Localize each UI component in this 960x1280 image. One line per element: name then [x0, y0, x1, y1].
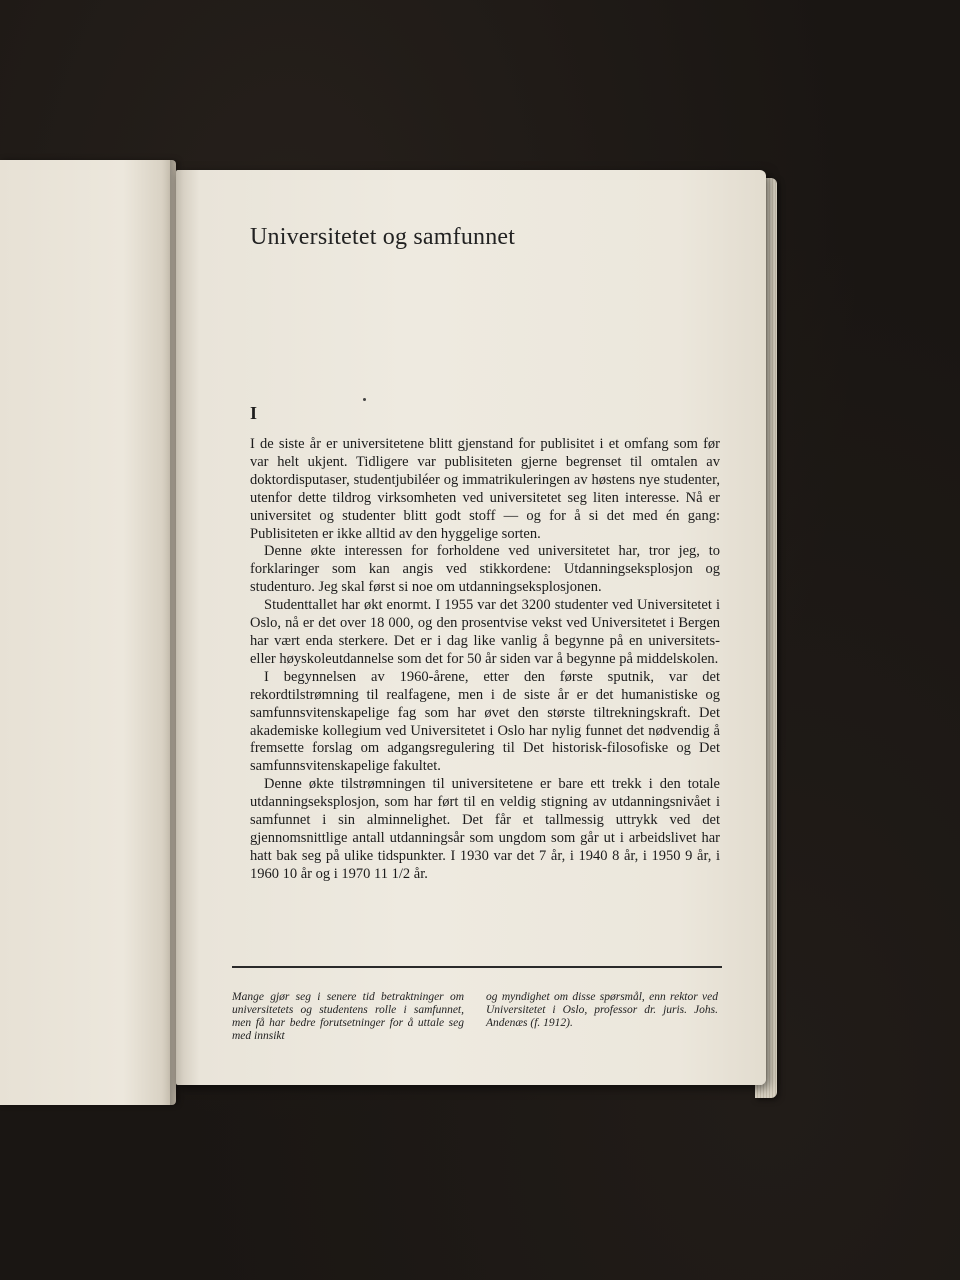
paragraph: I begynnelsen av 1960-årene, etter den første sputnik, var det rekordtilstrømning til realfagene, men i de siste år er det humanistiske og samfunnsvitenskapelige fag som har øvet den største tiltrekningskraft. Det akademiske kollegium ved Universitetet i Oslo har nylig funnet det nødvendig å fremsette forslag om adgangsregulering til Det historisk-filosofiske og Det samfunnsvitenskapelige fakultet.: [250, 668, 720, 775]
footnote-column-right: og myndighet om disse spørsmål, enn rektor ved Universitetet i Oslo, professor dr. juris. Johs. Andenæs (f. 1912).: [486, 991, 718, 1029]
body-text: [250, 436, 720, 884]
chapter-title: Universitetet og samfunnet: [250, 224, 516, 250]
paragraph: Studenttallet har økt enormt. I 1955 var det 3200 studenter ved Universitetet i Oslo, nå er det over 18 000, og den prosentvise vekst ved Universitetet i Bergen har vært enda sterkere. Det er i dag like vanlig å begynne på en universitets- eller høyskoleutdannelse som det for 50 år siden var å begynne på middelskolen.: [250, 597, 720, 667]
book-gutter-shadow: [170, 160, 184, 1105]
footnote-divider: [232, 966, 722, 968]
paper-speck: [363, 398, 366, 401]
paragraph: I de siste år er universitetene blitt gjenstand for publisitet i et omfang som før var helt ukjent. Tidligere var publisiteten gjerne begrenset til omtalen av doktordisputaser, studentjubiléer og immatrikuleringen av høstens nye studenter, utenfor dette tildrog virksomheten ved universitetet seg liten interesse. Nå er universitet og studenter blitt godt stoff — og for å si det med én gang: Publisiteten er ikke alltid av den hyggelige sorten.: [250, 436, 720, 542]
paragraph: Denne økte interessen for forholdene ved universitetet har, tror jeg, to forklaringer som kan angis ved stikkordene: Utdanningseksplosjon og studenturo. Jeg skal først si noe om utdanningseksplosjonen.: [250, 543, 720, 596]
paragraph: Denne økte tilstrømningen til universitetene er bare ett trekk i den totale utdanningseksplosjon, som har ført til en veldig stigning av utdanningsnivået i samfunnet i sin alminnelighet. Det får et tallmessig uttrykk ved det gjennomsnittlige antall utdanningsår som ungdom som går ut i arbeidslivet har hatt bak seg på ulike tidspunkter. I 1930 var det 7 år, i 1940 8 år, i 1950 9 år, i 1960 10 år og i 1970 11 1/2 år.: [250, 776, 720, 882]
footnote-column-left: Mange gjør seg i senere tid betraktninger om universitetets og studentens rolle i samfunnet, men få har bedre forutsetninger for å uttale seg med innsikt: [232, 991, 464, 1042]
section-numeral: I: [250, 403, 258, 423]
left-page: [0, 160, 176, 1105]
